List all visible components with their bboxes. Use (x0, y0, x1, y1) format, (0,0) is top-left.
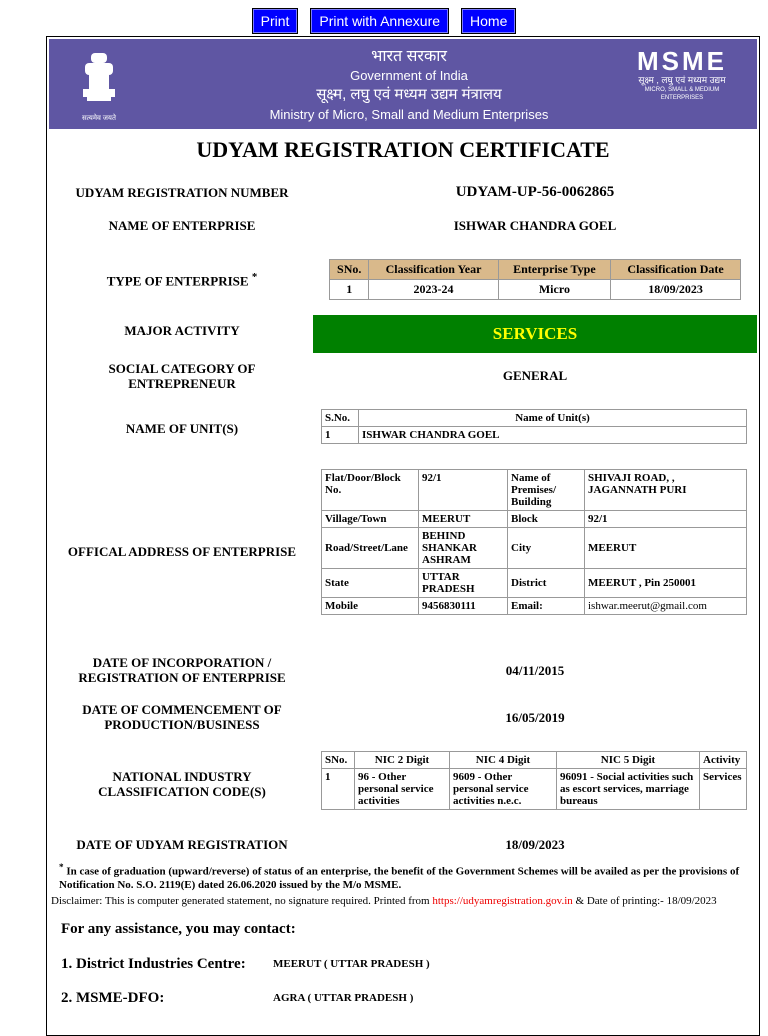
major-activity-value: SERVICES (313, 315, 757, 353)
nic-label-line1: NATIONAL INDUSTRY (112, 769, 252, 784)
type-label-text: TYPE OF ENTERPRISE (106, 273, 249, 289)
certificate (46, 36, 760, 1036)
nic-label-line2: CLASSIFICATION CODE(S) (98, 784, 266, 799)
table-row (322, 470, 747, 511)
hindi-govt: भारत सरकार (371, 48, 447, 65)
msme-logo (627, 47, 737, 102)
table-cell: District (508, 569, 585, 598)
table-cell: Block (508, 511, 585, 528)
disclaimer (51, 895, 761, 907)
table-header: Activity (700, 752, 747, 769)
table-cell: BEHIND SHANKAR ASHRAM (419, 528, 508, 569)
table-row (322, 569, 747, 598)
units-label: NAME OF UNIT(S) (125, 421, 239, 436)
assistance-heading: For any assistance, you may contact: (61, 921, 296, 937)
enterprise-name: ISHWAR CHANDRA GOEL (453, 218, 617, 233)
activity-label: MAJOR ACTIVITY (124, 323, 240, 338)
commence-label-line2: PRODUCTION/BUSINESS (104, 717, 260, 732)
graduation-note (59, 861, 749, 892)
udyam-portal-link[interactable]: https://udyamregistration.gov.in (432, 895, 573, 907)
note-star: * (59, 862, 64, 872)
dic-label: 1. District Industries Centre: (61, 956, 246, 972)
msme-hindi: सूक्ष्म , लघु एवं मध्यम उद्यम (638, 75, 726, 85)
table-cell: 2023-24 (369, 280, 498, 300)
table-cell: ishwar.meerut@gmail.com (585, 598, 747, 615)
table-cell: Village/Town (322, 511, 419, 528)
table-cell: City (508, 528, 585, 569)
table-cell: MEERUT , Pin 250001 (585, 569, 747, 598)
table-header: NIC 5 Digit (557, 752, 700, 769)
table-cell: 1 (330, 280, 369, 300)
units-table (321, 409, 747, 444)
table-cell: 92/1 (419, 470, 508, 511)
social-label-line1: SOCIAL CATEGORY OF (108, 361, 256, 376)
certificate-title: UDYAM REGISTRATION CERTIFICATE (196, 137, 610, 162)
table-row (322, 410, 747, 427)
incorporation-label (57, 655, 307, 685)
commencement-date: 16/05/2019 (505, 710, 565, 725)
table-cell: 9609 - Other personal service activities n.e.c. (450, 769, 557, 810)
table-cell: 1 (322, 769, 355, 810)
table-header: NIC 2 Digit (355, 752, 450, 769)
msme-logo-text: MSME (637, 46, 727, 76)
msme-english: MICRO, SMALL & MEDIUM ENTERPRISES (644, 87, 720, 101)
table-cell: 1 (322, 427, 359, 444)
hindi-ministry: सूक्ष्म, लघु एवं मध्यम उद्यम मंत्रालय (316, 86, 502, 103)
table-header: Enterprise Type (498, 260, 611, 280)
type-star: * (251, 271, 258, 283)
table-cell: State (322, 569, 419, 598)
table-header: SNo. (322, 752, 355, 769)
dic-value: MEERUT ( UTTAR PRADESH ) (273, 958, 430, 970)
udyam-date-label: DATE OF UDYAM REGISTRATION (76, 837, 288, 852)
table-cell: Email: (508, 598, 585, 615)
table-cell: SHIVAJI ROAD, , JAGANNATH PURI (585, 470, 747, 511)
table-cell: 96 - Other personal service activities (355, 769, 450, 810)
table-header: SNo. (330, 260, 369, 280)
table-header: Name of Unit(s) (359, 410, 747, 427)
table-cell: UTTAR PRADESH (419, 569, 508, 598)
table-row (322, 511, 747, 528)
table-header: Classification Year (369, 260, 498, 280)
incorporation-date: 04/11/2015 (505, 663, 565, 678)
incorp-label-line2: REGISTRATION OF ENTERPRISE (78, 670, 286, 685)
table-cell: Flat/Door/Block No. (322, 470, 419, 511)
classification-table (329, 259, 741, 300)
table-cell: 92/1 (585, 511, 747, 528)
social-label-line2: ENTREPRENEUR (128, 376, 236, 391)
commencement-label (57, 702, 307, 732)
note-text: In case of graduation (upward/reverse) of status of an enterprise, the benefit of the Government Schemes will be availed as per the provisions of Notification No. S.O. 2119(E) dated 26.06.2020 issued by the M/o MSME. (59, 865, 740, 891)
table-header: S.No. (322, 410, 359, 427)
print-with-annexure-button[interactable]: Print with Annexure (310, 8, 449, 34)
table-header: NIC 4 Digit (450, 752, 557, 769)
table-row (322, 528, 747, 569)
table-row (330, 260, 741, 280)
table-cell: Services (700, 769, 747, 810)
name-label: NAME OF ENTERPRISE (108, 218, 256, 233)
print-button[interactable]: Print (252, 8, 299, 34)
table-cell: Name of Premises/ Building (508, 470, 585, 511)
table-cell: Mobile (322, 598, 419, 615)
nic-label (57, 769, 307, 799)
table-cell: MEERUT (585, 528, 747, 569)
banner-text (179, 47, 639, 124)
toolbar (0, 8, 768, 34)
table-cell: MEERUT (419, 511, 508, 528)
table-cell: Road/Street/Lane (322, 528, 419, 569)
print-date-text: & Date of printing:- 18/09/2023 (572, 895, 717, 907)
table-row (322, 427, 747, 444)
reg-number: UDYAM-UP-56-0062865 (455, 184, 615, 200)
address-table (321, 469, 747, 615)
commence-label-line1: DATE OF COMMENCEMENT OF (82, 702, 282, 717)
udyam-date: 18/09/2023 (505, 837, 565, 852)
table-cell: Micro (498, 280, 611, 300)
table-cell: 96091 - Social activities such as escort services, marriage bureaus (557, 769, 700, 810)
table-cell: ISHWAR CHANDRA GOEL (359, 427, 747, 444)
table-cell: 9456830111 (419, 598, 508, 615)
national-emblem-icon (77, 49, 121, 122)
nic-table (321, 751, 747, 810)
table-row (322, 598, 747, 615)
header-banner (49, 39, 757, 129)
social-category-label (57, 361, 307, 391)
dfo-label: 2. MSME-DFO: (61, 990, 165, 1006)
reg-number-label: UDYAM REGISTRATION NUMBER (75, 185, 289, 200)
table-row (322, 752, 747, 769)
emblem-caption: सत्यमेव जयते (82, 114, 116, 122)
govt-text: Government of India (350, 68, 468, 83)
table-header: Classification Date (611, 260, 741, 280)
home-button[interactable]: Home (461, 8, 516, 34)
disclaimer-text: Disclaimer: This is computer generated statement, no signature required. Printed from (51, 895, 433, 907)
incorp-label-line1: DATE OF INCORPORATION / (92, 655, 272, 670)
dfo-value: AGRA ( UTTAR PRADESH ) (273, 992, 414, 1004)
table-row (330, 280, 741, 300)
type-label (57, 270, 307, 288)
table-cell: 18/09/2023 (611, 280, 741, 300)
table-row (322, 769, 747, 810)
ministry-text: Ministry of Micro, Small and Medium Enterprises (269, 107, 549, 122)
address-label: OFFICAL ADDRESS OF ENTERPRISE (67, 544, 297, 559)
social-category: GENERAL (502, 368, 568, 383)
